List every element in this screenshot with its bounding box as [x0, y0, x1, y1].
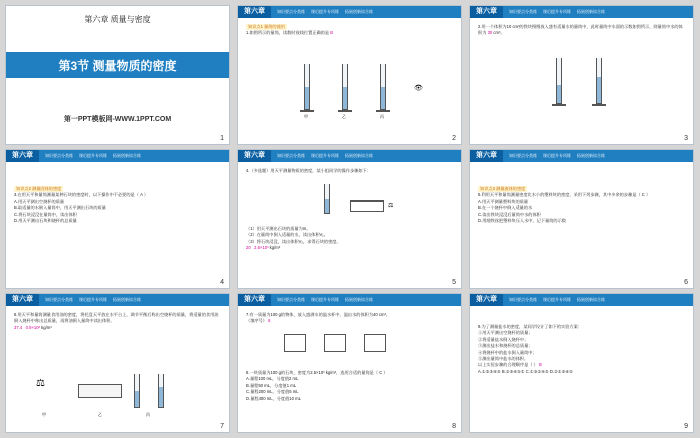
chapter-label: 第六章	[470, 150, 503, 162]
tab-extension[interactable]: 拓展创新综合练	[345, 153, 373, 158]
slide-question-8	[246, 370, 453, 402]
tab-practice[interactable]: 课后提升专项练	[79, 297, 107, 302]
figure-label-1: 甲	[304, 114, 308, 119]
cylinder-2	[342, 64, 348, 110]
option-d: D.用天平测出石块和烧杯的总质量	[14, 218, 77, 224]
slide-content	[246, 24, 453, 37]
unit: kg/m³	[269, 245, 281, 251]
step-4: ④将烧杯中的盐水倒入量筒中；	[478, 349, 537, 355]
question-7: 7.有一质量为100 g的物体，放入盛满水的溢水杯中，溢出水的体积为40 cm³。	[246, 312, 391, 317]
unit: cm³。	[493, 30, 505, 36]
cylinder-1	[304, 64, 310, 110]
tab-practice[interactable]: 课后提升专项练	[311, 297, 339, 302]
weight-icon: ⚖	[388, 203, 394, 209]
step-3: （3）将石块浸没，读出体积V₂，求得石块的密度。	[246, 238, 341, 244]
slide-number: 8	[452, 423, 456, 430]
step-1: ①用天平测出空烧杯的质量；	[478, 330, 533, 336]
slide-content	[246, 168, 453, 174]
slide-8[interactable]	[237, 293, 462, 433]
slide-header	[6, 150, 229, 162]
tab-extension[interactable]: 拓展创新综合练	[577, 9, 605, 14]
question-2: 2.用一个体积为10 cm³的铁块慢慢放入盛有适量水的量筒中，此时量筒中水面的示数如图所示，则量筒中水的体积为	[478, 24, 683, 36]
slide-content	[478, 186, 685, 224]
blank-note: （填序号）	[246, 318, 267, 324]
tab-knowledge[interactable]: 知识要点分类练	[45, 297, 73, 302]
question-5: 5.利用天平和量筒测量密度比水小的塑料块的密度，采用下列步骤，其中多余的步骤是（ C ）	[478, 192, 651, 198]
option-a: A.量程100 mL，分度值2 mL	[246, 376, 299, 382]
tab-practice[interactable]: 课后提升专项练	[79, 153, 107, 158]
diagram-box-3	[364, 334, 386, 352]
slide-2[interactable]	[237, 5, 462, 145]
slide-grid	[5, 5, 695, 433]
tab-knowledge[interactable]: 知识要点分类练	[45, 153, 73, 158]
diagram-box-2	[324, 334, 346, 352]
section-title: 第3节 测量物质的密度	[58, 58, 177, 73]
slide-content	[246, 312, 453, 325]
weights	[78, 384, 122, 398]
slide-4[interactable]	[5, 149, 230, 289]
slide-content	[14, 312, 221, 331]
option-b: B.在一个烧杯中倒入适量的水	[478, 205, 533, 211]
title-bar	[6, 6, 229, 32]
slide-header	[238, 294, 461, 306]
question-4: 4.（多选题）用天平测量物质的密度，某小组同学的操作步骤如下：	[246, 168, 371, 173]
tab-extension[interactable]: 拓展创新综合练	[345, 9, 373, 14]
slide-number: 5	[452, 279, 456, 286]
cylinder-2	[596, 58, 602, 104]
slide-steps	[246, 226, 453, 252]
footer-text: 第一PPT模板网-WWW.1PPT.COM	[63, 116, 172, 123]
figure-label-2: 乙	[342, 114, 346, 119]
question-8: 8.一块质量为100 g的石块，密度为2.5×10³ kg/m³，选用合适的量筒是（ C ）	[246, 370, 388, 375]
cylinder-1	[556, 58, 562, 104]
knowledge-point: 知识点3 测量液体的密度	[480, 186, 526, 191]
slide-header	[470, 6, 693, 18]
slide-number: 7	[220, 423, 224, 430]
slide-header	[470, 294, 693, 306]
slide-number: 6	[684, 279, 688, 286]
answer: B	[538, 362, 542, 368]
tab-extension[interactable]: 拓展创新综合练	[345, 297, 373, 302]
tab-extension[interactable]: 拓展创新综合练	[113, 153, 141, 158]
slide-content	[478, 24, 685, 37]
option-b: B.量程50 mL，分度值1 mL	[246, 382, 297, 388]
slide-header	[470, 150, 693, 162]
option-c: C.将石块浸没在量筒中，读出体积	[14, 211, 77, 217]
chapter-title: 第六章 质量与密度	[84, 14, 151, 24]
tab-practice[interactable]: 课后提升专项练	[543, 153, 571, 158]
eye-icon: 👁	[414, 85, 423, 92]
answer-1: 37.4	[14, 324, 23, 330]
tab-practice[interactable]: 课后提升专项练	[543, 9, 571, 14]
option-a: A.用天平测量塑料块的质量	[478, 198, 529, 204]
step-5: ⑤测出量筒中盐水的体积。	[478, 356, 529, 362]
options: A.①②③④⑤ B.②③④⑤① C.①③②④⑤ D.②①③④⑤	[478, 368, 573, 374]
figure-label-2: 乙	[98, 412, 102, 417]
question-9: 9.为了测量盐水的密度，某同学设计了如下的实验方案：	[478, 324, 582, 329]
answer: 8	[268, 318, 271, 324]
chapter-label: 第六章	[470, 6, 503, 18]
slide-header	[238, 150, 461, 162]
slide-5[interactable]	[237, 149, 462, 289]
tab-practice[interactable]: 课后提升专项练	[311, 153, 339, 158]
diagram-box-1	[284, 334, 306, 352]
slide-header	[238, 6, 461, 18]
balance-icon: ⚖	[36, 378, 45, 389]
chapter-label: 第六章	[238, 294, 271, 306]
slide-6[interactable]	[469, 149, 694, 289]
tab-extension[interactable]: 拓展创新综合练	[577, 153, 605, 158]
balance-scale	[350, 200, 384, 212]
chapter-label: 第六章	[238, 6, 271, 18]
figure-label-1: 甲	[42, 412, 46, 417]
answer: B	[330, 30, 334, 36]
slide-content	[14, 186, 221, 224]
tab-extension[interactable]: 拓展创新综合练	[577, 297, 605, 302]
cylinder	[324, 184, 330, 214]
chapter-label: 第六章	[6, 150, 39, 162]
answer: 30	[487, 30, 493, 36]
answer-2: 2.6×10³	[254, 245, 269, 251]
option-a: A.用天平测出空烧杯的质量	[14, 198, 65, 204]
slide-number: 3	[684, 135, 688, 142]
tab-knowledge[interactable]: 知识要点分类练	[277, 153, 305, 158]
section-banner	[6, 52, 229, 78]
knowledge-point: 知识点2 测量固体的密度	[16, 186, 62, 191]
question-3: 3.在用天平和量筒测量某种石块的密度时，以下操作中不必要的是（ A ）	[14, 192, 149, 198]
tab-knowledge[interactable]: 知识要点分类练	[509, 153, 537, 158]
answer-2: 0.9×10³	[25, 324, 40, 330]
question-6: 6.用天平和量筒测量食用油的密度，将托盘天平放在水平台上，调节平衡后称出空烧杯的质量，将适量的食用油倒入烧杯中称出总质量，再将油倒入量筒中读出体积。	[14, 312, 219, 324]
question-9b: 以上实验步骤的合理顺序是（ ）	[478, 362, 538, 368]
slide-1[interactable]	[5, 5, 230, 145]
slide-content	[478, 324, 685, 375]
slide-number: 2	[452, 135, 456, 142]
chapter-label: 第六章	[6, 294, 39, 306]
figure-label-3: 丙	[380, 114, 384, 119]
figure-label-3: 丙	[146, 412, 150, 417]
tab-extension[interactable]: 拓展创新综合练	[113, 297, 141, 302]
option-c: C.读出铁块浸没后量筒中水的体积	[478, 211, 541, 217]
cylinder-2	[158, 374, 164, 408]
knowledge-point: 知识点1 量筒的使用	[248, 24, 285, 29]
step-2: （2）在量筒中倒入适量的水，读出体积V₁。	[246, 232, 328, 238]
tab-knowledge[interactable]: 知识要点分类练	[277, 9, 305, 14]
slide-number: 9	[684, 423, 688, 430]
tab-knowledge[interactable]: 知识要点分类练	[509, 297, 537, 302]
cylinder-3	[380, 64, 386, 110]
answer-1: 20	[246, 245, 251, 251]
unit: kg/m³	[41, 324, 52, 330]
option-c: C.量程200 mL，分度值5 mL	[246, 389, 299, 395]
slide-9[interactable]	[469, 293, 694, 433]
step-1: （1）用天平测出石块的质量为m。	[246, 226, 311, 231]
step-3: ③测出盐水和烧杯的总质量；	[478, 343, 533, 349]
option-b: B.取适量的水倒入量筒中，用天平测出石块的质量	[14, 205, 106, 211]
chapter-label: 第六章	[238, 150, 271, 162]
tab-practice[interactable]: 课后提升专项练	[543, 297, 571, 302]
chapter-label: 第六章	[470, 294, 503, 306]
step-2: ②将适量盐水倒入烧杯中；	[478, 336, 529, 342]
slide-7[interactable]	[5, 293, 230, 433]
slide-number: 1	[220, 135, 224, 142]
tab-knowledge[interactable]: 知识要点分类练	[509, 9, 537, 14]
slide-number: 4	[220, 279, 224, 286]
tab-practice[interactable]: 课后提升专项练	[311, 9, 339, 14]
option-d: D.用细铁丝把塑料块压入水中，记下量筒的示数	[478, 218, 566, 224]
option-d: D.量程400 mL，分度值10 mL	[246, 395, 301, 401]
slide-header	[6, 294, 229, 306]
slide-3[interactable]	[469, 5, 694, 145]
tab-knowledge[interactable]: 知识要点分类练	[277, 297, 305, 302]
question-1: 1.如图所示的量筒，读数时视线位置正确的是	[246, 30, 330, 36]
cylinder-1	[134, 374, 140, 408]
